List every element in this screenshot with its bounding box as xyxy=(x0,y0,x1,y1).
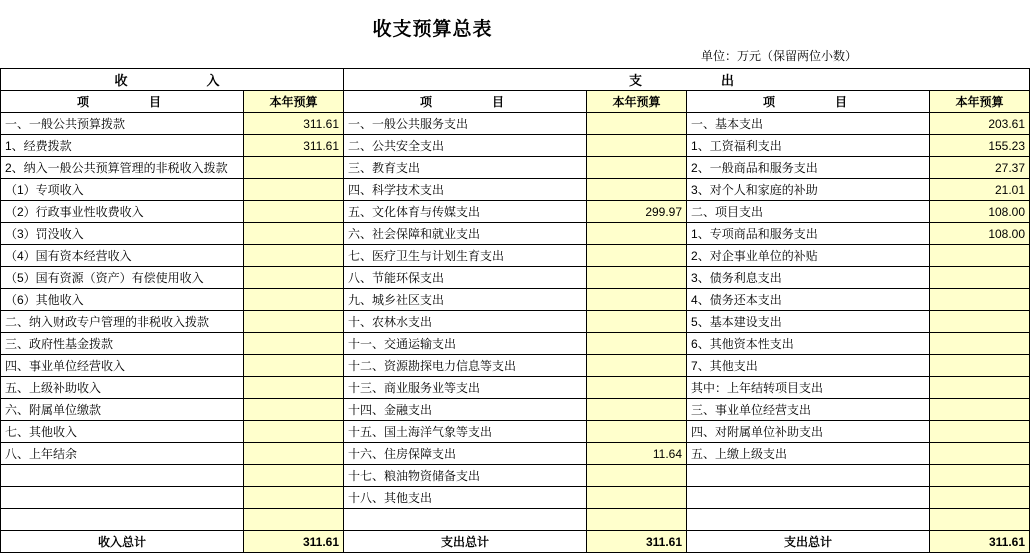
table-row xyxy=(1,333,1030,355)
expense-function-row-label: 九、城乡社区支出 xyxy=(344,289,587,311)
income-row-amount xyxy=(244,289,344,311)
expense-function-total-label: 支出总计 xyxy=(344,531,587,553)
income-row-label: 四、事业单位经营收入 xyxy=(1,355,244,377)
expense-function-row-label: 七、医疗卫生与计划生育支出 xyxy=(344,245,587,267)
income-row-label xyxy=(1,465,244,487)
unit-note: 单位：万元（保留两位小数） xyxy=(700,49,857,63)
table-row xyxy=(1,377,1030,399)
income-row-label: （2）行政事业性收费收入 xyxy=(1,201,244,223)
expense-economic-row-amount: 108.00 xyxy=(930,201,1030,223)
income-row-label: （4）国有资本经营收入 xyxy=(1,245,244,267)
expense-function-row-amount xyxy=(587,487,687,509)
expense-economic-row-amount xyxy=(930,245,1030,267)
expense-economic-row-label: 一、基本支出 xyxy=(687,113,930,135)
table-row xyxy=(1,267,1030,289)
expense-function-row-amount xyxy=(587,179,687,201)
table-row xyxy=(1,289,1030,311)
expense-economic-item-header: 项 目 xyxy=(687,91,930,113)
income-row-label: （1）专项收入 xyxy=(1,179,244,201)
table-row xyxy=(1,179,1030,201)
income-row-label: （6）其他收入 xyxy=(1,289,244,311)
expense-function-row-label: 十四、金融支出 xyxy=(344,399,587,421)
expense-function-row-amount xyxy=(587,157,687,179)
expense-economic-row-amount: 203.61 xyxy=(930,113,1030,135)
expense-economic-row-label: 1、工资福利支出 xyxy=(687,135,930,157)
income-row-amount xyxy=(244,355,344,377)
expense-economic-row-label: 四、对附属单位补助支出 xyxy=(687,421,930,443)
income-total-amount: 311.61 xyxy=(244,531,344,553)
expense-function-row-label: 十一、交通运输支出 xyxy=(344,333,587,355)
expense-economic-row-label: 3、对个人和家庭的补助 xyxy=(687,179,930,201)
expense-function-row-label xyxy=(344,509,587,531)
expense-function-row-amount xyxy=(587,267,687,289)
expense-economic-total-amount: 311.61 xyxy=(930,531,1030,553)
table-group-header-row xyxy=(1,69,1030,91)
expense-function-row-amount xyxy=(587,465,687,487)
income-row-label: 六、附属单位缴款 xyxy=(1,399,244,421)
table-row xyxy=(1,399,1030,421)
page-title: 收支预算总表 xyxy=(372,19,493,40)
budget-table xyxy=(0,68,1030,553)
expense-function-row-label: 三、教育支出 xyxy=(344,157,587,179)
income-row-label xyxy=(1,509,244,531)
expense-economic-row-label: 6、其他资本性支出 xyxy=(687,333,930,355)
income-row-amount xyxy=(244,399,344,421)
expense-function-row-amount xyxy=(587,421,687,443)
income-row-label: 八、上年结余 xyxy=(1,443,244,465)
income-row-amount: 311.61 xyxy=(244,113,344,135)
expense-function-row-label: 八、节能环保支出 xyxy=(344,267,587,289)
expense-function-row-label: 十三、商业服务业等支出 xyxy=(344,377,587,399)
expense-economic-row-label: 五、上缴上级支出 xyxy=(687,443,930,465)
expense-group-header: 支 出 xyxy=(344,69,1030,91)
income-row-amount xyxy=(244,267,344,289)
income-row-amount xyxy=(244,443,344,465)
income-row-amount xyxy=(244,201,344,223)
income-row-label: 2、纳入一般公共预算管理的非税收入拨款 xyxy=(1,157,244,179)
income-group-header: 收 入 xyxy=(1,69,344,91)
table-row xyxy=(1,223,1030,245)
expense-function-row-amount xyxy=(587,377,687,399)
expense-function-row-label: 十、农林水支出 xyxy=(344,311,587,333)
table-column-header-row xyxy=(1,91,1030,113)
expense-function-row-label: 十八、其他支出 xyxy=(344,487,587,509)
income-row-label: 二、纳入财政专户管理的非税收入拨款 xyxy=(1,311,244,333)
expense-economic-total-label: 支出总计 xyxy=(687,531,930,553)
income-row-label: 七、其他收入 xyxy=(1,421,244,443)
income-row-label: 三、政府性基金拨款 xyxy=(1,333,244,355)
expense-function-row-amount xyxy=(587,509,687,531)
expense-economic-row-amount xyxy=(930,487,1030,509)
income-row-amount xyxy=(244,179,344,201)
expense-economic-row-amount xyxy=(930,355,1030,377)
income-row-label: 五、上级补助收入 xyxy=(1,377,244,399)
expense-function-row-label: 十七、粮油物资储备支出 xyxy=(344,465,587,487)
income-row-amount xyxy=(244,465,344,487)
expense-economic-row-label: 7、其他支出 xyxy=(687,355,930,377)
expense-function-row-label: 十二、资源勘探电力信息等支出 xyxy=(344,355,587,377)
expense-function-row-amount xyxy=(587,333,687,355)
table-row xyxy=(1,113,1030,135)
expense-function-row-label: 十六、住房保障支出 xyxy=(344,443,587,465)
expense-economic-amount-header: 本年预算 xyxy=(930,91,1030,113)
expense-function-row-amount xyxy=(587,245,687,267)
expense-economic-row-label xyxy=(687,509,930,531)
expense-economic-row-amount xyxy=(930,509,1030,531)
expense-economic-row-label: 5、基本建设支出 xyxy=(687,311,930,333)
expense-function-row-label: 四、科学技术支出 xyxy=(344,179,587,201)
table-row xyxy=(1,465,1030,487)
expense-economic-row-label xyxy=(687,465,930,487)
expense-economic-row-amount xyxy=(930,267,1030,289)
income-row-label: 一、一般公共预算拨款 xyxy=(1,113,244,135)
income-row-amount xyxy=(244,223,344,245)
income-item-header: 项 目 xyxy=(1,91,244,113)
expense-economic-row-amount xyxy=(930,399,1030,421)
income-row-amount xyxy=(244,377,344,399)
expense-function-row-amount: 11.64 xyxy=(587,443,687,465)
expense-function-row-amount xyxy=(587,311,687,333)
expense-function-row-amount xyxy=(587,135,687,157)
income-total-label: 收入总计 xyxy=(1,531,244,553)
expense-function-row-amount: 299.97 xyxy=(587,201,687,223)
table-row xyxy=(1,487,1030,509)
table-row xyxy=(1,443,1030,465)
expense-economic-row-amount: 155.23 xyxy=(930,135,1030,157)
income-row-label: （5）国有资源（资产）有偿使用收入 xyxy=(1,267,244,289)
expense-function-row-amount xyxy=(587,399,687,421)
budget-table-body xyxy=(1,69,1030,553)
expense-function-item-header: 项 目 xyxy=(344,91,587,113)
expense-economic-row-label: 2、对企事业单位的补贴 xyxy=(687,245,930,267)
expense-function-row-label: 一、一般公共服务支出 xyxy=(344,113,587,135)
expense-economic-row-amount: 108.00 xyxy=(930,223,1030,245)
table-row xyxy=(1,157,1030,179)
income-amount-header: 本年预算 xyxy=(244,91,344,113)
expense-economic-row-amount xyxy=(930,333,1030,355)
table-row xyxy=(1,201,1030,223)
expense-economic-row-label xyxy=(687,487,930,509)
income-row-label: （3）罚没收入 xyxy=(1,223,244,245)
expense-economic-row-amount xyxy=(930,465,1030,487)
expense-economic-row-label: 4、债务还本支出 xyxy=(687,289,930,311)
expense-economic-row-label: 3、债务利息支出 xyxy=(687,267,930,289)
expense-function-row-amount xyxy=(587,113,687,135)
expense-function-row-amount xyxy=(587,223,687,245)
expense-function-row-amount xyxy=(587,355,687,377)
expense-economic-row-label: 其中：上年结转项目支出 xyxy=(687,377,930,399)
expense-function-row-label: 十五、国土海洋气象等支出 xyxy=(344,421,587,443)
table-row xyxy=(1,135,1030,157)
income-row-amount xyxy=(244,487,344,509)
table-row xyxy=(1,355,1030,377)
table-row xyxy=(1,509,1030,531)
expense-economic-row-amount: 27.37 xyxy=(930,157,1030,179)
expense-economic-row-amount: 21.01 xyxy=(930,179,1030,201)
expense-function-row-label: 六、社会保障和就业支出 xyxy=(344,223,587,245)
expense-function-row-amount xyxy=(587,289,687,311)
expense-economic-row-amount xyxy=(930,443,1030,465)
table-row xyxy=(1,245,1030,267)
income-row-label xyxy=(1,487,244,509)
expense-function-amount-header: 本年预算 xyxy=(587,91,687,113)
expense-economic-row-label: 二、项目支出 xyxy=(687,201,930,223)
table-row xyxy=(1,421,1030,443)
expense-economic-row-amount xyxy=(930,377,1030,399)
expense-function-row-label: 二、公共安全支出 xyxy=(344,135,587,157)
income-row-amount xyxy=(244,311,344,333)
income-row-amount xyxy=(244,157,344,179)
income-row-amount xyxy=(244,333,344,355)
expense-function-total-amount: 311.61 xyxy=(587,531,687,553)
expense-economic-row-label: 2、一般商品和服务支出 xyxy=(687,157,930,179)
expense-function-row-label: 五、文化体育与传媒支出 xyxy=(344,201,587,223)
expense-economic-row-amount xyxy=(930,289,1030,311)
income-row-label: 1、经费拨款 xyxy=(1,135,244,157)
expense-economic-row-label: 1、专项商品和服务支出 xyxy=(687,223,930,245)
expense-economic-row-amount xyxy=(930,421,1030,443)
expense-economic-row-label: 三、事业单位经营支出 xyxy=(687,399,930,421)
income-row-amount xyxy=(244,421,344,443)
income-row-amount xyxy=(244,245,344,267)
table-row xyxy=(1,311,1030,333)
totals-row xyxy=(1,531,1030,553)
expense-economic-row-amount xyxy=(930,311,1030,333)
income-row-amount xyxy=(244,509,344,531)
income-row-amount: 311.61 xyxy=(244,135,344,157)
